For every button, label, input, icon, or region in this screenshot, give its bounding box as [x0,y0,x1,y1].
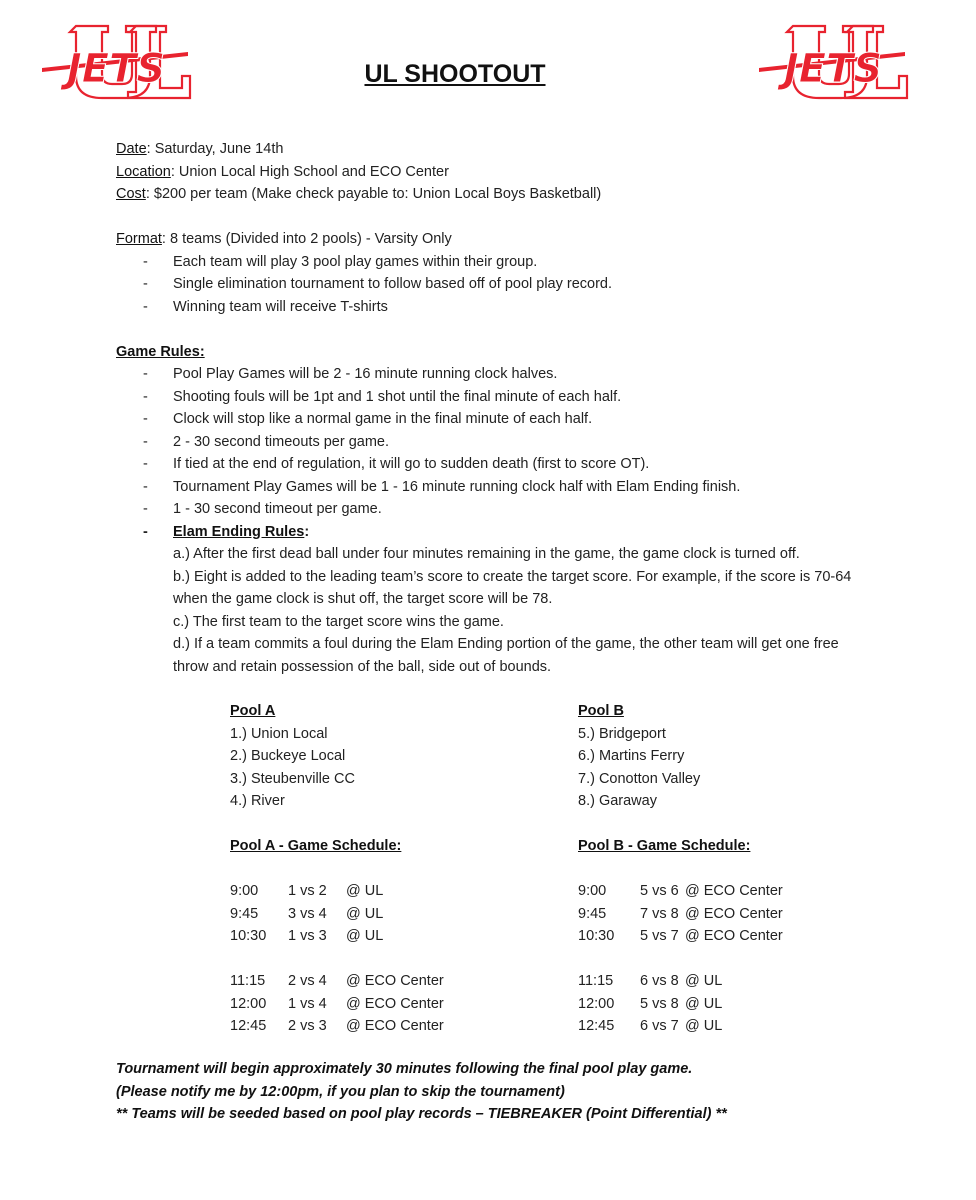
footer-line: Tournament will begin approximately 30 minutes following the final pool play game. [116,1061,693,1077]
document-body [116,138,876,678]
cost-value: : $200 per team (Make check payable to: Union Local Boys Basketball) [145,186,602,202]
date-line [116,138,876,161]
team-item: 3.) Steubenville CC [230,770,355,787]
game-rules-heading: Game Rules: [116,343,205,360]
schedule-row: 9:45 3 vs 4 @ UL [230,905,384,922]
location-label: Location [116,163,171,180]
logo-text: JETS [783,46,883,92]
footer-line: ** Teams will be seeded based on pool play records – TIEBREAKER (Point Differential) ** [116,1106,727,1122]
team-item: 1.) Union Local [230,725,328,742]
pool-b-schedule-heading: Pool B - Game Schedule: [578,838,751,854]
team-item: 5.) Bridgeport [578,725,666,742]
list-item: - Tournament Play Games will be 1 - 16 minute running clock half with Elam Ending finish. [143,478,741,495]
schedule-row: 11:15 6 vs 8 @ UL [578,973,723,989]
schedule-row: 9:00 5 vs 6 @ ECO Center [578,883,783,899]
list-item: - 2 - 30 second timeouts per game. [143,433,390,450]
schedule-row: 10:30 1 vs 3 @ UL [230,928,384,944]
elam-line: throw and retain possession of the ball, side out of bounds. [173,658,552,675]
list-item: - 1 - 30 second timeout per game. [143,501,382,517]
format-label: Format [116,231,162,247]
pool-b-heading: Pool B [578,703,624,719]
schedule-row: 12:00 5 vs 8 @ UL [578,995,723,1012]
schedule-row: 9:00 1 vs 2 @ UL [230,883,384,899]
elam-rules [116,543,876,678]
date-value: : Saturday, June 14th [146,141,284,157]
schedule-row: 11:15 2 vs 4 @ ECO Center [230,973,444,989]
list-item: - Winning team will receive T-shirts [143,298,388,315]
elam-line: a.) After the first dead ball under four minutes remaining in the game, the game clock is turned off. [173,546,800,562]
cost-line [116,183,876,206]
pool-a [230,700,490,1038]
logo-text: JETS [66,46,166,92]
format-value: : 8 teams (Divided into 2 pools) - Varsity Only [161,231,452,247]
elam-line: b.) Eight is added to the leading team’s score to create the target score. For example, if the score is 70-64 [173,568,852,585]
date-label: Date [116,141,147,157]
schedule-row: 12:45 2 vs 3 @ ECO Center [230,1018,444,1034]
list-item: - Pool Play Games will be 2 - 16 minute running clock halves. [143,366,558,382]
cost-label: Cost [116,186,146,202]
list-item: - Single elimination tournament to follow based off of pool play record. [143,276,613,292]
schedule-row: 10:30 5 vs 7 @ ECO Center [578,928,783,944]
location-line [116,161,876,184]
elam-heading: - Elam Ending Rules: [143,523,310,540]
schedule-row: 9:45 7 vs 8 @ ECO Center [578,905,783,922]
team-item: 4.) River [230,793,285,809]
list-item: - Shooting fouls will be 1pt and 1 shot until the final minute of each half. [143,388,622,405]
team-item: 2.) Buckeye Local [230,748,346,764]
page-title: UL SHOOTOUT [364,60,546,88]
pool-b [578,700,838,1038]
location-value: : Union Local High School and ECO Center [170,163,449,180]
elam-line: when the game clock is shut off, the target score will be 78. [173,591,553,607]
list-item: - Each team will play 3 pool play games within their group. [143,253,538,270]
format-line [116,228,876,251]
list-item: - If tied at the end of regulation, it will go to sudden death (first to score OT). [143,456,650,472]
schedule-row: 12:00 1 vs 4 @ ECO Center [230,995,444,1012]
team-item: 8.) Garaway [578,793,657,809]
team-item: 6.) Martins Ferry [578,748,685,764]
footer-notes [116,1058,727,1126]
footer-line: (Please notify me by 12:00pm, if you plan to skip the tournament) [116,1083,565,1100]
team-item: 7.) Conotton Valley [578,770,701,787]
elam-line: c.) The first team to the target score wins the game. [173,613,504,630]
list-item: - Clock will stop like a normal game in the final minute of each half. [143,411,593,427]
pool-a-heading: Pool A [230,703,276,719]
elam-line: d.) If a team commits a foul during the Elam Ending portion of the game, the other team will get one free [173,636,839,652]
schedule-row: 12:45 6 vs 7 @ UL [578,1018,723,1034]
pool-a-schedule-heading: Pool A - Game Schedule: [230,838,402,854]
